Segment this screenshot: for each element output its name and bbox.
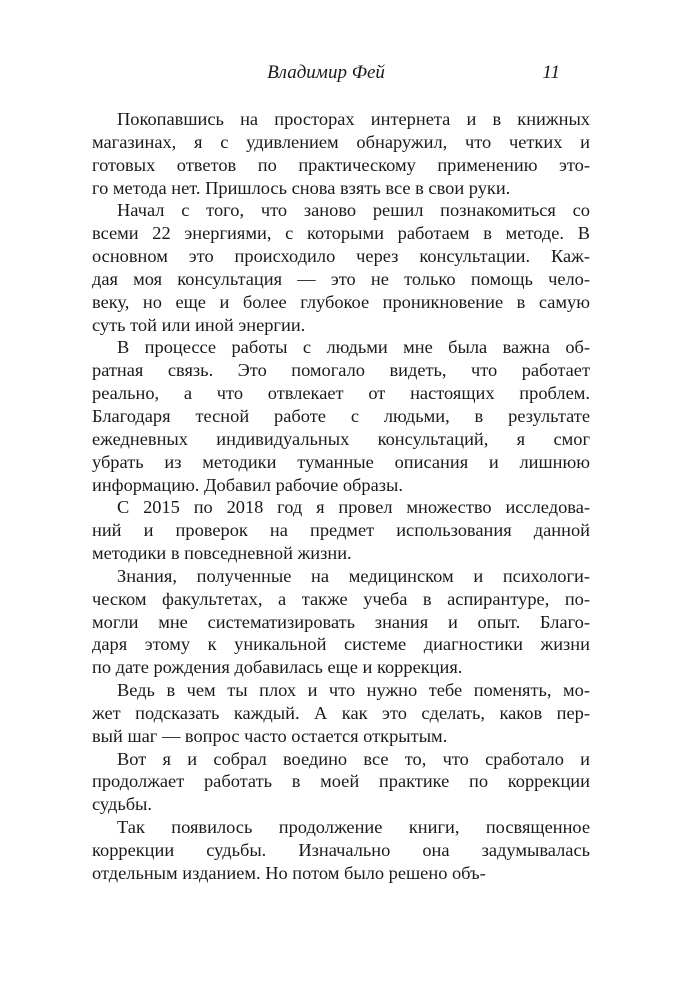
paragraph: [92, 496, 590, 565]
paragraph: [92, 336, 590, 496]
paragraph: [92, 565, 590, 679]
text-line: Благодаря тесной работе с людьми, в результате: [92, 405, 590, 426]
text-line: В процессе работы с людьми мне была важна об-: [117, 337, 590, 358]
paragraph: [92, 748, 590, 817]
text-line: вый шаг — вопрос часто остается открытым.: [92, 725, 448, 746]
text-line: Знания, полученные на медицинском и психологи-: [117, 565, 590, 586]
text-line: реально, а что отвлекает от настоящих проблем.: [92, 383, 590, 404]
text-line: могли мне систематизировать знания и опыт. Благо-: [92, 611, 590, 632]
text-line: С 2015 по 2018 год я провел множество исследова-: [117, 497, 590, 518]
text-line: Покопавшись на просторах интернета и в книжных: [117, 109, 590, 129]
running-header: [92, 62, 590, 88]
text-line: информацию. Добавил рабочие образы.: [92, 474, 403, 495]
text-line: по дате рождения добавилась еще и коррекция.: [92, 657, 463, 678]
text-line: Начал с того, что заново решил познакомиться со: [117, 200, 590, 221]
text-line: отдельным изданием. Но потом было решено объ-: [92, 862, 486, 883]
text-line: Так появилось продолжение книги, посвященное: [117, 817, 590, 838]
text-line: ежедневных индивидуальных консультаций, я смог: [92, 428, 590, 449]
text-line: ний и проверок на предмет использования данной: [92, 520, 590, 541]
text-line: судьбы.: [92, 794, 153, 815]
paragraph: [92, 108, 590, 199]
body-text: [92, 108, 590, 885]
text-line: Ведь в чем ты плох и что нужно тебе поменять, мо-: [117, 680, 590, 701]
paragraph: [92, 679, 590, 748]
text-line: дая моя консультация — это не только помощь чело-: [92, 268, 590, 289]
author-name: Владимир Фей: [267, 62, 385, 83]
paragraph: [92, 199, 590, 336]
text-line: основном это происходило через консультации. Каж-: [92, 246, 590, 267]
text-line: методики в повседневной жизни.: [92, 543, 352, 564]
text-line: го метода нет. Пришлось снова взять все в свои руки.: [92, 177, 511, 198]
text-line: готовых ответов по практическому применению это-: [92, 154, 590, 175]
text-line: продолжает работать в моей практике по коррекции: [92, 771, 590, 792]
text-line: жет подсказать каждый. А как это сделать, каков пер-: [92, 702, 590, 723]
text-line: убрать из методики туманные описания и лишнюю: [92, 451, 590, 472]
text-line: коррекции судьбы. Изначально она задумывалась: [92, 840, 590, 860]
paragraph: [92, 816, 590, 885]
text-line: Вот я и собрал воедино все то, что сработало и: [117, 748, 590, 769]
text-line: всеми 22 энергиями, с которыми работаем в методе. В: [92, 223, 590, 244]
text-line: суть той или иной энергии.: [92, 314, 306, 335]
page-number: 11: [542, 62, 560, 83]
text-line: веку, но еще и более глубокое проникновение в самую: [92, 291, 590, 312]
text-line: ческом факультетах, а также учеба в аспирантуре, по-: [92, 588, 590, 609]
text-line: магазинах, я с удивлением обнаружил, что четких и: [92, 131, 590, 152]
text-line: ратная связь. Это помогало видеть, что работает: [92, 360, 590, 381]
text-line: даря этому к уникальной системе диагностики жизни: [92, 634, 590, 655]
